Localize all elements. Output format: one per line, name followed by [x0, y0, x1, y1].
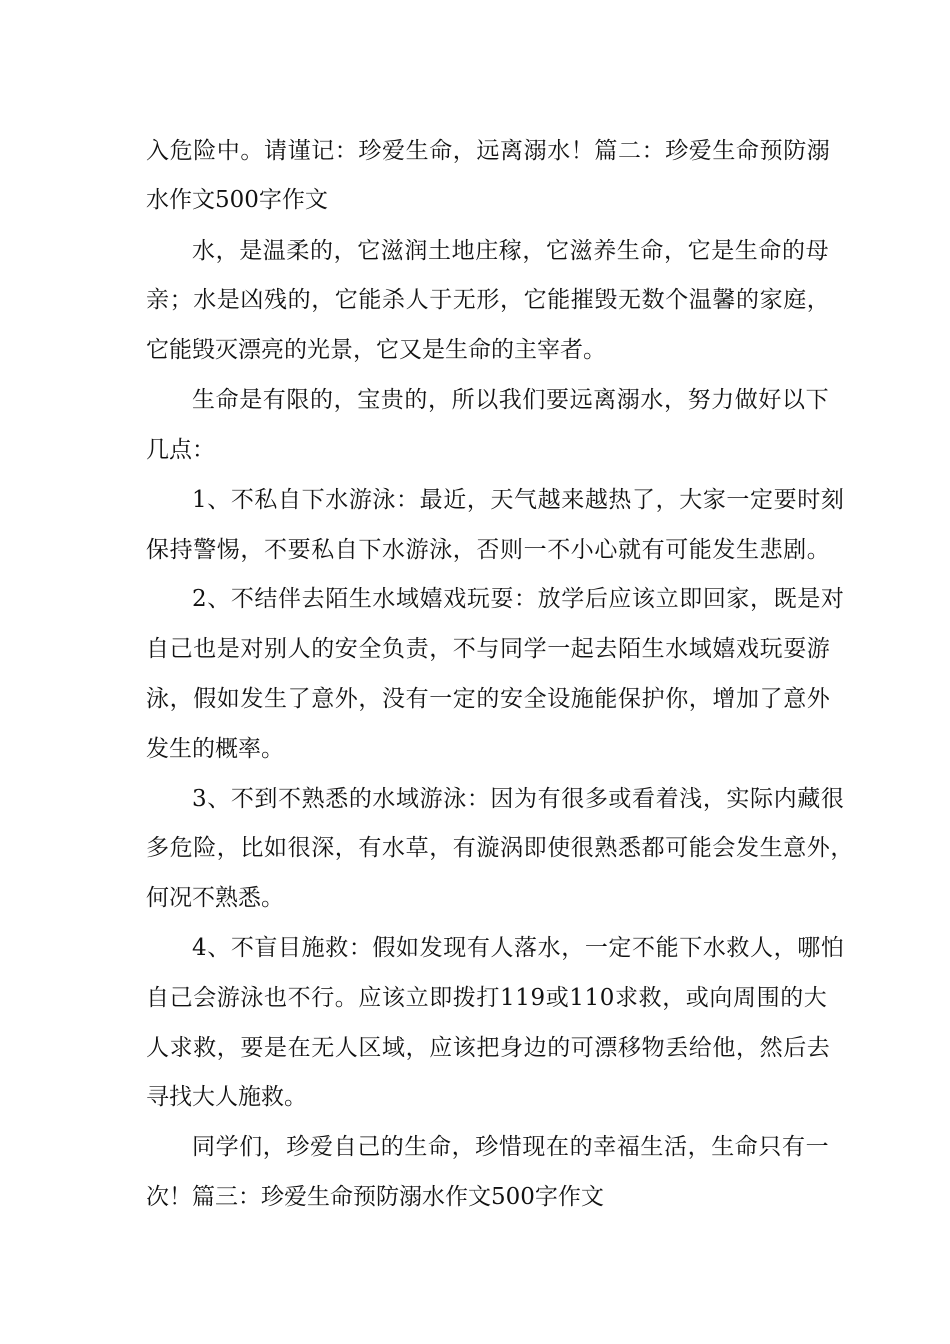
text-line: 保持警惕，不要私自下水游泳，否则一不小心就有可能发生悲剧。 [146, 537, 831, 563]
text-line: 水作文500字作文 [146, 187, 328, 213]
text-line: 发生的概率。 [146, 736, 284, 762]
text-line: 人求救，要是在无人区域，应该把身边的可漂移物丢给他，然后去 [146, 1035, 831, 1061]
text-line: 1、不私自下水游泳：最近，天气越来越热了，大家一定要时刻 [192, 487, 845, 513]
text-line: 2、不结伴去陌生水域嬉戏玩耍：放学后应该立即回家，既是对 [192, 586, 845, 612]
text-line: 次！篇三：珍爱生命预防溺水作文500字作文 [146, 1184, 604, 1210]
text-line: 4、不盲目施救：假如发现有人落水，一定不能下水救人，哪怕 [192, 935, 845, 961]
text-line: 同学们，珍爱自己的生命，珍惜现在的幸福生活，生命只有一 [192, 1134, 830, 1160]
text-line: 自己会游泳也不行。应该立即拨打119或110求救，或向周围的大 [146, 985, 828, 1011]
text-line: 寻找大人施救。 [146, 1084, 307, 1110]
text-line: 泳，假如发生了意外，没有一定的安全设施能保护你，增加了意外 [146, 686, 831, 712]
text-line: 几点： [146, 437, 215, 463]
text-line: 自己也是对别人的安全负责，不与同学一起去陌生水域嬉戏玩耍游 [146, 636, 831, 662]
text-line: 水，是温柔的，它滋润土地庄稼，它滋养生命，它是生命的母 [192, 238, 830, 264]
text-line: 3、不到不熟悉的水域游泳：因为有很多或看着浅，实际内藏很 [192, 786, 845, 812]
text-line: 它能毁灭漂亮的光景，它又是生命的主宰者。 [146, 337, 606, 363]
text-line: 入危险中。请谨记：珍爱生命，远离溺水！篇二：珍爱生命预防溺 [146, 138, 831, 164]
text-line: 多危险，比如很深，有水草，有漩涡即使很熟悉都可能会发生意外， [146, 835, 854, 861]
text-line: 何况不熟悉。 [146, 885, 284, 911]
text-line: 生命是有限的，宝贵的，所以我们要远离溺水，努力做好以下 [192, 387, 830, 413]
text-line: 亲；水是凶残的，它能杀人于无形，它能摧毁无数个温馨的家庭， [146, 287, 831, 313]
